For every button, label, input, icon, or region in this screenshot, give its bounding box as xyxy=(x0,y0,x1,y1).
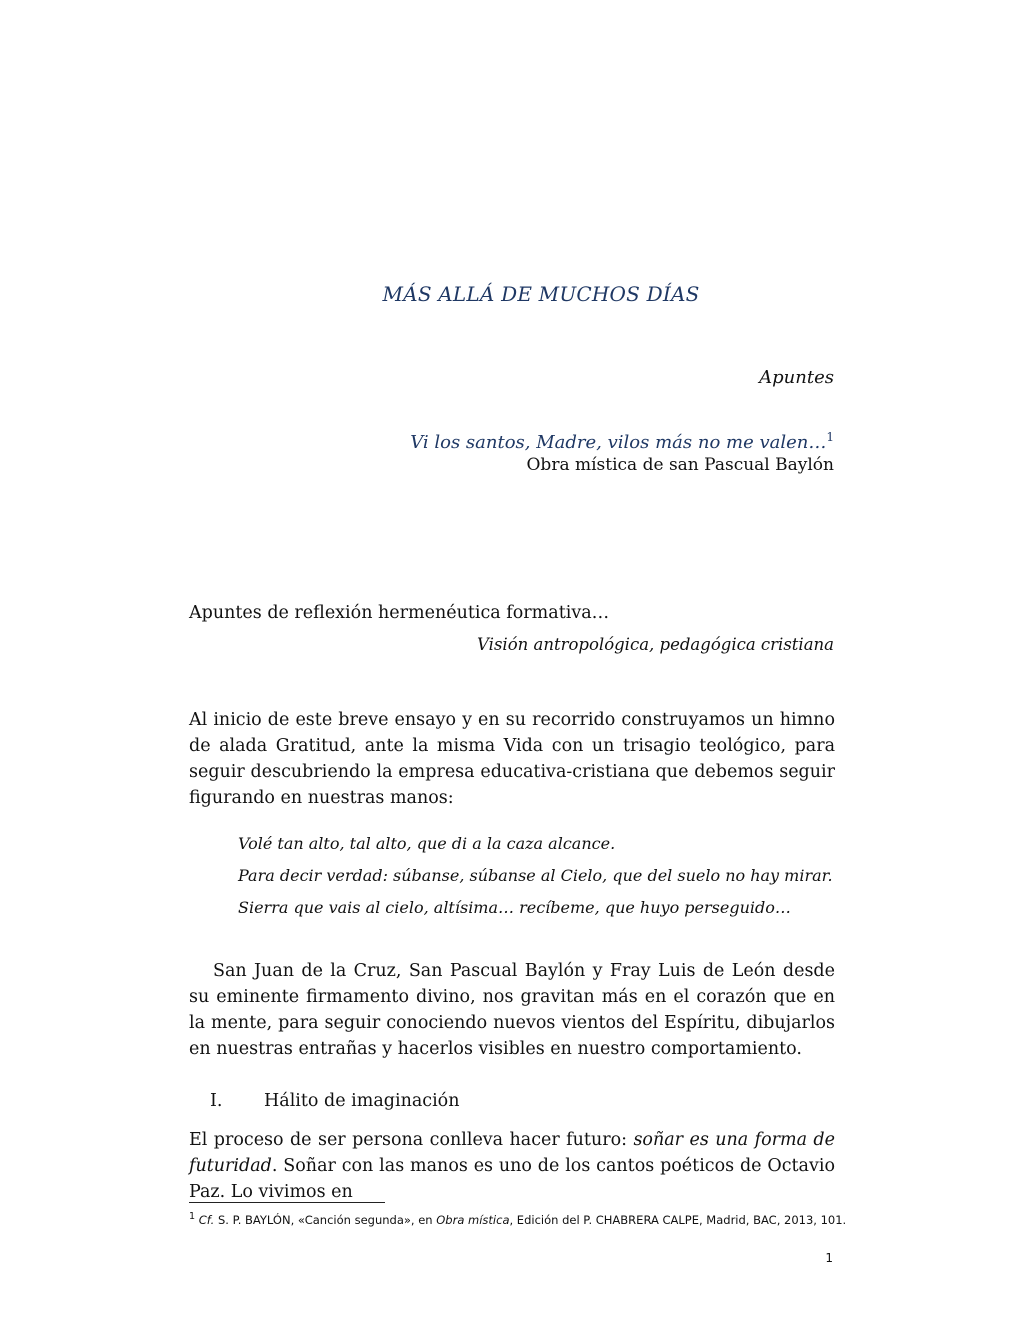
intro-line: Apuntes de reflexión hermenéutica formativa… xyxy=(189,603,610,623)
vision-line: Visión antropológica, pedagógica cristiana xyxy=(477,635,834,654)
paragraph-3-italic: soñar es una forma de futuridad xyxy=(189,1130,835,1176)
footnote-reference: 1 xyxy=(826,430,834,444)
footnote-divider xyxy=(189,1202,385,1203)
poem-line: Para decir verdad: súbanse, súbanse al Cielo, que del suelo no hay mirar. xyxy=(238,866,833,885)
epigraph-quote xyxy=(410,430,834,453)
epigraph-source: Obra mística de san Pascual Baylón xyxy=(526,455,834,475)
epigraph-quote-text: Vi los santos, Madre, vilos más no me valen… xyxy=(410,432,827,453)
paragraph-3-start: El proceso de ser persona conlleva hacer futuro: xyxy=(189,1130,634,1150)
section-title: Hálito de imaginación xyxy=(264,1091,460,1111)
footnote-number: 1 xyxy=(189,1211,196,1222)
footnote xyxy=(189,1211,846,1227)
poem-block xyxy=(238,828,833,924)
paragraph-3 xyxy=(189,1127,835,1205)
paragraph-2: San Juan de la Cruz, San Pascual Baylón y Fray Luis de León desde su eminente firmamento divino, nos gravitan más en el corazón que en la mente, para seguir conociendo nuevos vientos del Espíritu, dibujarlos en nuestras entrañas y hacerlos visibles en nuestro comportamiento. xyxy=(189,961,835,1059)
poem-line: Volé tan alto, tal alto, que di a la caza alcance. xyxy=(238,834,616,853)
section-number: I. xyxy=(210,1091,223,1111)
footnote-cf: Cf. xyxy=(198,1212,215,1227)
footnote-text-1: S. P. BAYLÓN, «Canción segunda», en xyxy=(214,1212,437,1227)
paragraph-1: Al inicio de este breve ensayo y en su recorrido construyamos un himno de alada Gratitud, ante la misma Vida con un trisagio teológico, para seguir descubriendo la empresa educativa-cristiana que debemos seguir figurando en nuestras manos: xyxy=(189,710,835,808)
document-title: MÁS ALLÁ DE MUCHOS DÍAS xyxy=(382,282,700,306)
page-number: 1 xyxy=(825,1251,833,1265)
paragraph-3-end: . Soñar con las manos es uno de los cantos poéticos de Octavio Paz. Lo vivimos en xyxy=(189,1156,835,1202)
subtitle: Apuntes xyxy=(759,367,834,388)
footnote-work: Obra mística xyxy=(436,1212,510,1227)
section-heading xyxy=(210,1091,459,1111)
poem-line: Sierra que vais al cielo, altísima… recíbeme, que huyo perseguido… xyxy=(238,898,791,917)
footnote-text-2: , Edición del P. CHABRERA CALPE, Madrid, BAC, 2013, 101. xyxy=(509,1212,847,1227)
